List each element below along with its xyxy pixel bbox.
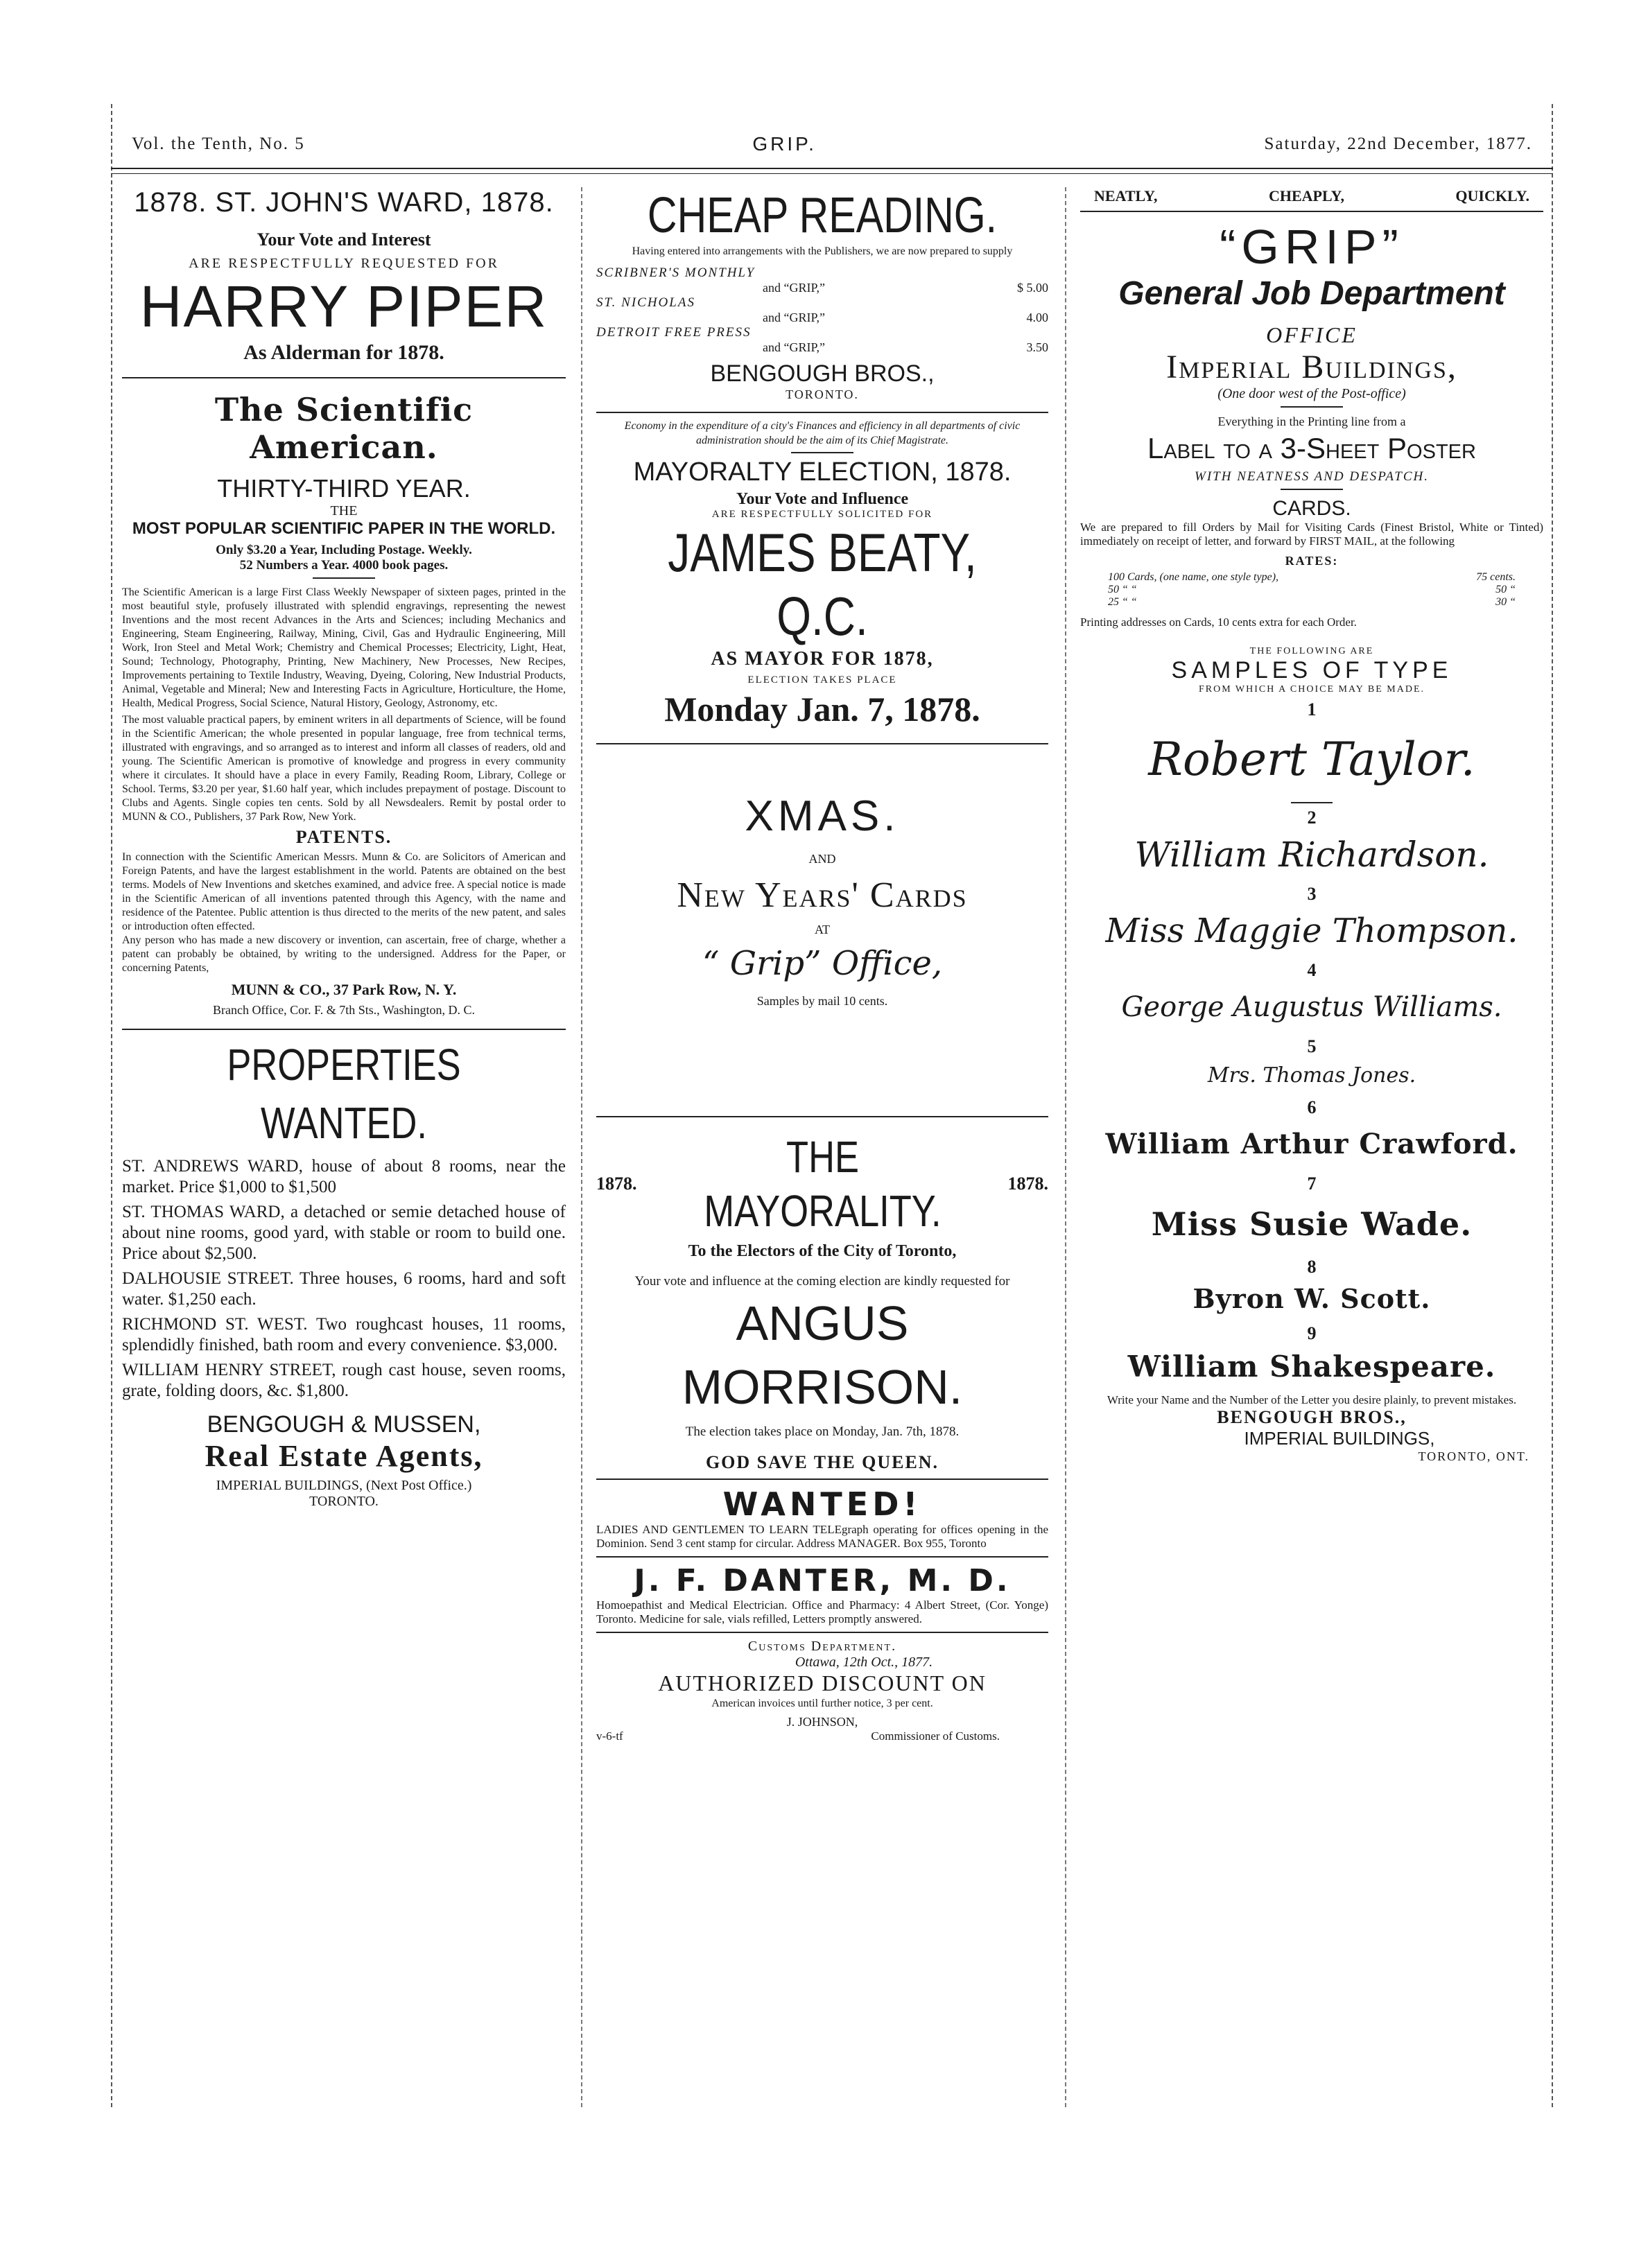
- year-left: 1878.: [596, 1174, 637, 1194]
- sciam-year: THIRTY-THIRD YEAR.: [217, 474, 471, 503]
- ad-james-beaty: [596, 419, 1048, 729]
- type-sample: Miss Susie Wade.: [1151, 1205, 1473, 1243]
- type-sample: Robert Taylor.: [1148, 733, 1475, 786]
- divider: [596, 1116, 1048, 1117]
- firm-address: IMPERIAL BUILDINGS, (Next Post Office.): [216, 1478, 472, 1493]
- rate-label: 25 “ “: [1108, 596, 1137, 608]
- patents-heading: PATENTS.: [295, 827, 392, 847]
- sample-number: 6: [1307, 1097, 1317, 1117]
- cards-body: We are prepared to fill Orders by Mail for Visiting Cards (Finest Bristol, White or Tinted) immediately on receipt of letter, and forward by FIRST MAIL, at the following: [1080, 521, 1543, 548]
- divider: [791, 452, 853, 453]
- god-save: GOD SAVE THE QUEEN.: [705, 1452, 939, 1472]
- type-sample: Byron W. Scott.: [1192, 1283, 1431, 1314]
- ward-heading: 1878. ST. JOHN'S WARD, 1878.: [134, 187, 554, 218]
- customs-title: Commissioner of Customs.: [871, 1729, 1000, 1743]
- bros-city: TORONTO, ONT.: [1418, 1449, 1529, 1463]
- neatly-label: NEATLY,: [1094, 187, 1158, 204]
- column-left: [115, 187, 573, 2107]
- divider: [596, 1556, 1048, 1558]
- rate-label: 50 “ “: [1108, 584, 1137, 595]
- cheap-with: and “GRIP,”: [763, 340, 825, 354]
- rate-row: [1080, 571, 1543, 584]
- divider: [313, 577, 375, 579]
- quickly-label: QUICKLY.: [1455, 187, 1529, 204]
- sample-number: 4: [1307, 960, 1317, 980]
- customs-body: American invoices until further notice, 3 per cent.: [711, 1698, 933, 1709]
- cheap-title: SCRIBNER'S MONTHLY: [596, 265, 756, 280]
- cheap-firm: BENGOUGH BROS.,: [710, 360, 935, 387]
- paper-title: GRIP.: [752, 133, 817, 155]
- mayoral-name: ANGUS MORRISON.: [682, 1296, 963, 1414]
- property-item: RICHMOND ST. WEST. Two roughcast houses, 11 rooms, splendidly finished, bath room and every convenience. $3,000.: [122, 1315, 566, 1354]
- beaty-vote: Your Vote and Influence: [736, 490, 909, 508]
- cheap-price: 3.50: [1026, 340, 1048, 354]
- sample-number: 5: [1307, 1036, 1317, 1056]
- munn-address: MUNN & CO., 37 Park Row, N. Y.: [231, 981, 457, 998]
- masthead-rule: [111, 168, 1553, 169]
- divider: [596, 1478, 1048, 1480]
- ad-xmas-cards: [596, 750, 1048, 1110]
- sciam-para-1: The Scientific American is a large First Class Weekly Newspaper of sixteen pages, printed in the most beautiful style, profusely illustrated with splendid engravings, representing the newest Inventions and the most recent Advances in the Arts and Sciences; including Mechanics and Engineering, Steam Engineering, Railway, Mining, Civil, Gas and Hydraulic Engineering, Mill Work, Iron Steel and Metal Work; Chemistry and Chemical Processes; Electricity, Light, Heat, Sound; Technology, Photography, Printing, New Machinery, New Processes, New Recipes, Improvements pertaining to Textile Industry, Weaving, Dyeing, Coloring, New Industrial Products, Animal, Vegetable and Mineral; New and Interesting Facts in Agriculture, Horticulture, the Home, Health, Medical Progress, Social Science, Natural History, Geology, Astronomy, etc.: [122, 586, 566, 709]
- bros-buildings: IMPERIAL BUILDINGS,: [1244, 1428, 1435, 1449]
- label-poster: Label to a 3-Sheet Poster: [1147, 432, 1476, 464]
- ad-customs: [596, 1639, 1048, 1743]
- properties-heading: [122, 1036, 566, 1152]
- ad-danter: [596, 1563, 1048, 1626]
- customs-footer: [596, 1729, 1048, 1743]
- xmas-samples: Samples by mail 10 cents.: [756, 994, 888, 1008]
- requested-line: ARE RESPECTFULLY REQUESTED FOR: [189, 256, 499, 271]
- masthead-rule-thin: [111, 173, 1553, 174]
- column-right: [1073, 187, 1550, 2107]
- column-divider-1: [581, 187, 582, 2107]
- mayoral-takes: The election takes place on Monday, Jan. 7th, 1878.: [685, 1424, 960, 1439]
- sciam-para-3: In connection with the Scientific American Messrs. Munn & Co. are Solicitors of American and Foreign Patents, and have the largest establishment in the world. Patents are obtained on the best terms. Models of New Inventions and sketches examined, and advice free. A special notice is made in the Scientific American of all inventions patented through this Agency, with the name and residence of the Patentee. Public attention is thus directed to the merits of the new patent, and sales or introduction often effected.: [122, 851, 566, 932]
- customs-headline: AUTHORIZED DISCOUNT ON: [658, 1671, 987, 1695]
- sciam-numbers: 52 Numbers a Year. 4000 book pages.: [239, 558, 449, 573]
- xmas-and: AND: [808, 852, 836, 866]
- xmas-cards: New Years' Cards: [677, 875, 968, 915]
- cheap-intro: Having entered into arrangements with the Publishers, we are now prepared to supply: [632, 245, 1013, 257]
- page-border-left: [111, 104, 112, 2107]
- customs-code: v-6-tf: [596, 1729, 623, 1743]
- rate-price: 50 “: [1495, 584, 1516, 595]
- property-item: ST. THOMAS WARD, a detached or semie detached house of about nine rooms, good yard, with stable or room to build one. Price about $2,500.: [122, 1203, 566, 1263]
- danter-body: Homoepathist and Medical Electrician. Office and Pharmacy: 4 Albert Street, (Cor. Yonge) Toronto. Medicine for sale, vials refilled, Letters promptly answered.: [596, 1598, 1048, 1625]
- year-right: 1878.: [1007, 1174, 1048, 1194]
- beaty-takes: ELECTION TAKES PLACE: [747, 674, 897, 686]
- type-sample: William Richardson.: [1134, 835, 1489, 875]
- ad-wanted: [596, 1485, 1048, 1551]
- type-sample: Mrs. Thomas Jones.: [1207, 1063, 1416, 1088]
- neatness-line: WITH NEATNESS AND DESPATCH.: [1195, 469, 1429, 484]
- issue-date: Saturday, 22nd December, 1877.: [1264, 134, 1532, 153]
- divider: [596, 743, 1048, 744]
- customs-signer: J. JOHNSON,: [786, 1715, 858, 1729]
- type-sample: George Augustus Williams.: [1121, 991, 1502, 1023]
- cheap-row: [596, 265, 1048, 295]
- property-item: DALHOUSIE STREET. Three houses, 6 rooms, hard and soft water. $1,250 each.: [122, 1269, 566, 1309]
- sciam-tagline: MOST POPULAR SCIENTIFIC PAPER IN THE WORLD.: [132, 519, 556, 538]
- rate-price: 30 “: [1495, 596, 1516, 608]
- bros-name: BENGOUGH BROS.,: [1217, 1407, 1407, 1427]
- post-office-note: (One door west of the Post-office): [1217, 386, 1406, 401]
- cheaply-label: CHEAPLY,: [1268, 187, 1344, 204]
- cheap-heading: [596, 187, 1048, 244]
- rate-row: [1080, 596, 1543, 609]
- type-sample: Miss Maggie Thompson.: [1105, 911, 1518, 950]
- divider: [1291, 802, 1333, 803]
- divider: [122, 1029, 566, 1030]
- customs-dept: Customs Department.: [747, 1639, 897, 1654]
- customs-date: Ottawa, 12th Oct., 1877.: [795, 1655, 933, 1670]
- sciam-para-4: Any person who has made a new discovery or invention, can ascertain, free of charge, whether a patent can probably be obtained, by writing to the undersigned. Address for the Paper, or concerning Patents,: [122, 934, 566, 974]
- danter-heading: J. F. DANTER, M. D.: [634, 1563, 1011, 1598]
- beaty-date: Monday Jan. 7, 1878.: [664, 690, 980, 729]
- property-item: ST. ANDREWS WARD, house of about 8 rooms, near the market. Price $1,000 to $1,500: [122, 1157, 566, 1196]
- cheap-title: ST. NICHOLAS: [596, 295, 695, 310]
- cheap-table: [596, 265, 1048, 355]
- divider: [596, 412, 1048, 413]
- ad-scientific-american: [122, 384, 566, 1018]
- firm-agents: Real Estate Agents,: [205, 1439, 483, 1473]
- write-note: Write your Name and the Number of the Letter you desire plainly, to prevent mistakes.: [1107, 1393, 1517, 1406]
- mayoral-heading: [637, 1130, 1008, 1238]
- volume-number: Vol. the Tenth, No. 5: [132, 134, 305, 153]
- ad-grip-job-dept: [1080, 187, 1543, 1464]
- firm-city: TORONTO.: [309, 1494, 379, 1509]
- sciam-price: Only $3.20 a Year, Including Postage. Weekly.: [216, 543, 472, 557]
- property-item: WILLIAM HENRY STREET, rough cast house, seven rooms, grate, folding doors, &c. $1,800.: [122, 1361, 566, 1400]
- neatly-row: [1080, 187, 1543, 205]
- mayoral-heading-text: THE MAYORALITY.: [703, 1132, 942, 1236]
- cheap-row: [596, 325, 1048, 355]
- xmas-office: “ Grip” Office,: [702, 944, 943, 983]
- masthead: [111, 123, 1553, 165]
- office-label: OFFICE: [1266, 322, 1358, 347]
- sample-number: 3: [1307, 884, 1317, 904]
- cheap-with: and “GRIP,”: [763, 281, 825, 295]
- ad-cheap-reading: [596, 187, 1048, 402]
- divider: [596, 1632, 1048, 1633]
- beaty-name-text: JAMES BEATY, Q.C.: [668, 522, 977, 647]
- candidate-name: HARRY PIPER: [139, 274, 548, 339]
- cheap-row-detail: [596, 311, 1048, 325]
- mayoral-vote: Your vote and influence at the coming election are kindly requested for: [634, 1274, 1010, 1289]
- wanted-heading: WANTED!: [722, 1485, 922, 1523]
- page-border-right: [1552, 104, 1553, 2107]
- sample-number: 9: [1307, 1323, 1317, 1343]
- beaty-heading: MAYORALTY ELECTION, 1878.: [633, 457, 1012, 487]
- beaty-name: [596, 521, 1048, 648]
- cheap-price: $ 5.00: [1017, 281, 1048, 295]
- following-label: THE FOLLOWING ARE: [1249, 646, 1374, 656]
- printing-note: Printing addresses on Cards, 10 cents extra for each Order.: [1080, 616, 1357, 629]
- firm-name: BENGOUGH & MUSSEN,: [207, 1411, 481, 1438]
- sample-number: 2: [1307, 808, 1317, 828]
- rate-row: [1080, 584, 1543, 596]
- rate-label: 100 Cards, (one name, one style type),: [1108, 571, 1279, 583]
- cheap-heading-text: CHEAP READING.: [647, 188, 998, 243]
- wanted-body: LADIES AND GENTLEMEN TO LEARN TELEgraph operating for offices opening in the Dominion. Send 3 cent stamp for circular. Address MANAGER. Box 955, Toronto: [596, 1523, 1048, 1550]
- type-sample: William Arthur Crawford.: [1105, 1128, 1518, 1160]
- branch-office: Branch Office, Cor. F. & 7th Sts., Washington, D. C.: [213, 1003, 475, 1017]
- xmas-at: AT: [815, 923, 830, 936]
- cheap-price: 4.00: [1026, 311, 1048, 324]
- newspaper-page: [111, 104, 1553, 2107]
- sample-number: 1: [1307, 699, 1317, 719]
- sciam-the: THE: [330, 503, 358, 518]
- divider: [1080, 211, 1543, 212]
- rate-price: 75 cents.: [1476, 571, 1516, 583]
- cards-heading: CARDS.: [1272, 497, 1351, 520]
- samples-heading: SAMPLES OF TYPE: [1171, 657, 1452, 683]
- choice-label: FROM WHICH A CHOICE MAY BE MADE.: [1198, 684, 1425, 695]
- column-divider-2: [1065, 187, 1066, 2107]
- sciam-para-2: The most valuable practical papers, by eminent writers in all departments of Science, will be found in the Scientific American; the whole presented in popular language, free from technical terms, illustrated with engravings, and so arranged as to interest and inform all classes of readers, old and young. The Scientific American is promotive of knowledge and progress in every community where it circulates. It should have a place in every Family, Reading Room, Library, College or School. Terms, $3.20 per year, $1.60 half year, which includes prepayment of postage. Discount to Clubs and Agents. Single copies ten cents. Sold by all Newsdealers. Remit by postal order to MUNN & CO., Publishers, 37 Park Row, New York.: [122, 714, 566, 823]
- cheap-row: [596, 295, 1048, 325]
- xmas-title: XMAS.: [745, 792, 900, 840]
- rates-heading: RATES:: [1285, 554, 1339, 568]
- everything-line: Everything in the Printing line from a: [1217, 415, 1406, 428]
- sample-number: 7: [1307, 1174, 1317, 1194]
- ad-angus-morrison: [596, 1123, 1048, 1473]
- candidate-role: As Alderman for 1878.: [243, 341, 444, 364]
- mayoral-heading-row: [596, 1130, 1048, 1238]
- cheap-title: DETROIT FREE PRESS: [596, 325, 752, 340]
- type-sample: William Shakespeare.: [1127, 1350, 1496, 1384]
- cheap-row-detail: [596, 340, 1048, 355]
- beaty-role: AS MAYOR FOR 1878,: [711, 648, 934, 670]
- mayoral-to: To the Electors of the City of Toronto,: [688, 1242, 957, 1260]
- cheap-with: and “GRIP,”: [763, 311, 825, 324]
- sciam-title: The Scientific American.: [214, 391, 474, 466]
- imperial-buildings: Imperial Buildings,: [1166, 349, 1457, 385]
- ad-harry-piper: [122, 187, 566, 365]
- sample-number: 8: [1307, 1257, 1317, 1277]
- grip-title: “GRIP”: [1220, 220, 1404, 274]
- beaty-motto: Economy in the expenditure of a city's Finances and efficiency in all departments of civic administration should be the aim of its Chief Magistrate.: [624, 420, 1021, 446]
- properties-heading-text: PROPERTIES WANTED.: [227, 1040, 461, 1148]
- job-dept: General Job Department: [1118, 275, 1505, 312]
- vote-line: Your Vote and Interest: [257, 229, 431, 250]
- cheap-row-detail: [596, 281, 1048, 295]
- ad-properties-wanted: [122, 1036, 566, 1510]
- column-center: [589, 187, 1055, 2107]
- divider: [1281, 406, 1343, 408]
- divider: [122, 377, 566, 378]
- beaty-resp: ARE RESPECTFULLY SOLICITED FOR: [711, 509, 933, 520]
- divider: [1281, 489, 1343, 490]
- cheap-city: TORONTO.: [786, 387, 859, 401]
